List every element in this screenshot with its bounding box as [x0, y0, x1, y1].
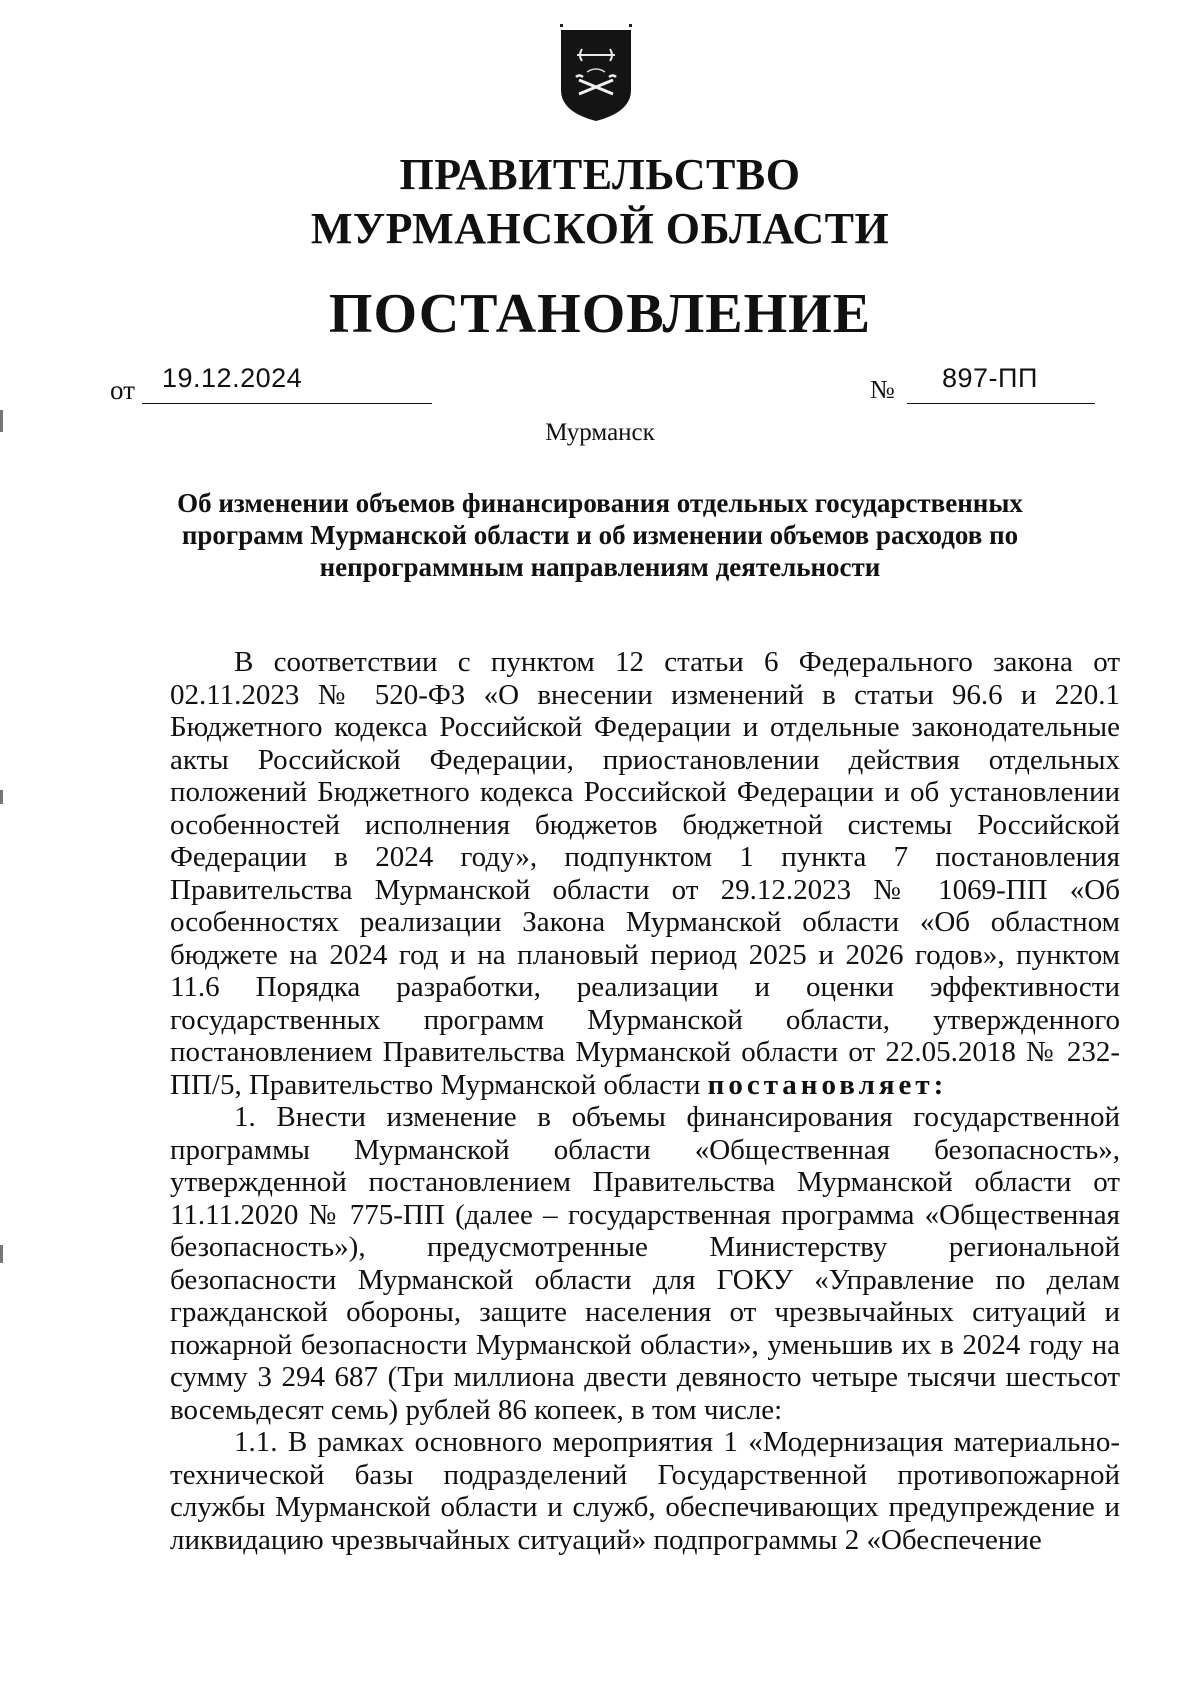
number-value: 897-ПП [942, 363, 1038, 393]
government-name [0, 148, 1200, 256]
item-1-paragraph: 1. Внести изменение в объемы финансирования государственной программы Мурманской области «Общественная безопасность», утвержденной постановлением Правительства Мурманской области от 11.11.2020 № 775-ПП (далее – государственная программа «Общественная безопасность»), предусмотренные Министерству региональной безопасности Мурманской области для ГОКУ «Управление по делам гражданской обороны, защите населения от чрезвычайных ситуаций и пожарной безопасности Мурманской области», уменьшив их в 2024 году на сумму 3 294 687 (Три миллиона двести девяносто четыре тысячи шестьсот восемьдесят семь) рублей 86 копеек, в том числе: [170, 1101, 1120, 1426]
government-name-line2: МУРМАНСКОЙ ОБЛАСТИ [310, 204, 890, 253]
document-subject: Об изменении объемов финансирования отдельных государственных программ Мурманской области и об изменении объемов расходов по непрограммным направлениям деятельности [177, 488, 1023, 582]
scan-edge-mark [0, 1245, 3, 1263]
item-1-1-paragraph: 1.1. В рамках основного мероприятия 1 «Модернизация материально-технической базы подразделений Государственной противопожарной службы Мурманской области и служб, обеспечивающих предупреждение и ликвидацию чрезвычайных ситуаций» подпрограммы 2 «Обеспечение [170, 1426, 1120, 1556]
preamble-text: В соответствии с пунктом 12 статьи 6 Федерального закона от 02.11.2023 № 520-ФЗ «О внесении изменений в статьи 96.6 и 220.1 Бюджетного кодекса Российской Федерации и отдельные законодательные акты Российской Федерации, приостановлении действия отдельных положений Бюджетного кодекса Российской Федерации и об установлении особенностей исполнения бюджетов бюджетной системы Российской Федерации в 2024 году», подпунктом 1 пункта 7 постановления Правительства Мурманской области от 29.12.2023 № 1069-ПП «Об особенностях реализации Закона Мурманской области «Об областном бюджете на 2024 год и на плановый период 2025 и 2026 годов», пунктом 11.6 Порядка разработки, реализации и оценки эффективности государственных программ Мурманской области, утвержденного постановлением Правительства Мурманской области от 22.05.2018 № 232-ПП/5, Правительство Мурманской области [170, 646, 1120, 1101]
coat-of-arms-icon [557, 22, 635, 123]
scan-edge-mark [0, 790, 3, 804]
date-number-row [110, 363, 1095, 413]
date-label: от [110, 375, 135, 405]
scan-edge-mark [0, 410, 3, 432]
date-value: 19.12.2024 [162, 363, 303, 393]
city: Мурманск [545, 419, 655, 446]
preamble-paragraph [170, 646, 1120, 1101]
number-underline [907, 403, 1095, 404]
resolves-word: постановляет: [707, 1068, 948, 1101]
document-type-title: ПОСТАНОВЛЕНИЕ [328, 283, 872, 345]
government-name-line1: ПРАВИТЕЛЬСТВО [399, 150, 801, 199]
document-body [170, 646, 1120, 1556]
number-label: № [870, 375, 895, 404]
date-underline [142, 403, 432, 404]
